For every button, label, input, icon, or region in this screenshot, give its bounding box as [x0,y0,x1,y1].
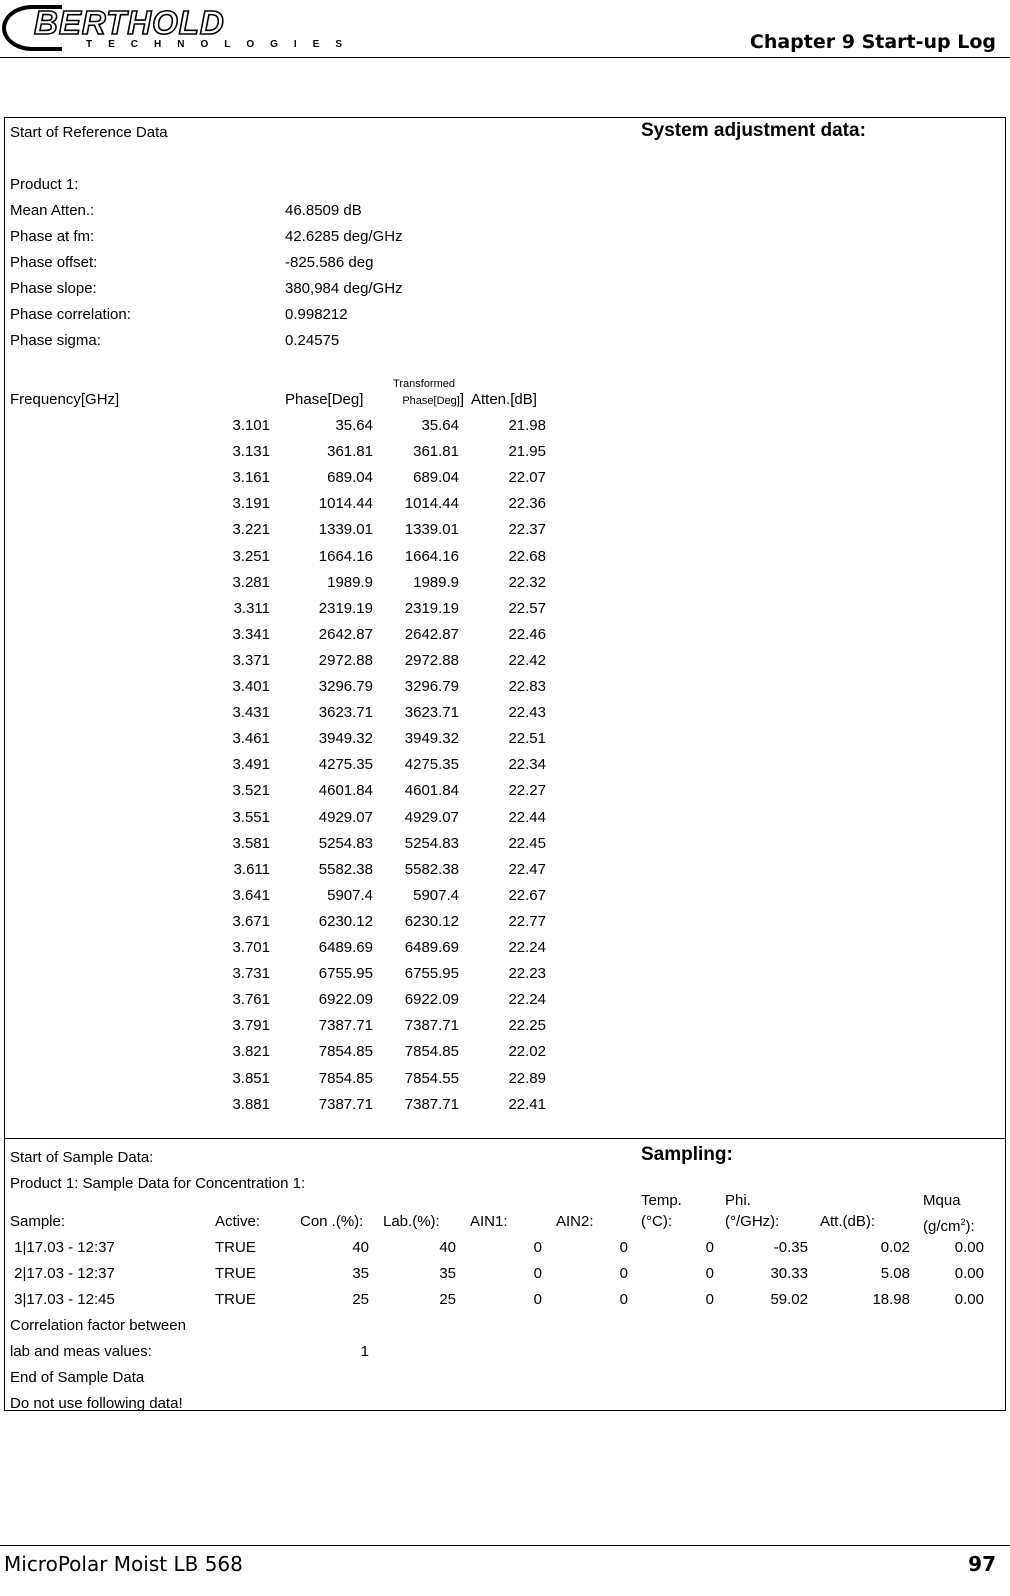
atten-cell: 22.68 [508,547,546,565]
transformed-phase-cell: 4275.35 [404,756,459,774]
atten-cell: 22.07 [508,469,546,487]
transformed-phase-cell: 2642.87 [404,625,459,643]
correlation-label-1: Correlation factor between [10,1317,186,1334]
param-label: Phase slope: [10,280,97,297]
phase-cell: 4275.35 [318,756,373,774]
frequency-cell: 3.311 [233,599,270,617]
frequency-cell: 3.581 [232,834,270,852]
phase-cell: 7387.71 [318,1095,373,1113]
param-value: 42.6285 deg/GHz [285,228,403,245]
transformed-phase-cell: 3949.32 [404,730,459,748]
warning-text: Do not use following data! [10,1395,183,1412]
phase-cell: 1339.01 [318,521,373,539]
atten-cell: 22.57 [508,599,546,617]
transformed-phase-cell: 2319.19 [404,599,459,617]
atten-cell: 22.89 [508,1069,546,1087]
berthold-logo [0,2,359,54]
phase-cell: 2642.87 [318,625,373,643]
phase-cell: 3949.32 [318,730,373,748]
atten-cell: 22.24 [508,991,546,1009]
frequency-cell: 3.401 [232,678,270,695]
sample-product-label: Product 1: Sample Data for Concentration 1: [10,1175,306,1192]
frequency-cell: 3.101 [232,417,270,434]
col-temp-bottom: (°C): [641,1213,672,1230]
chapter-title: Chapter 9 Start-up Log [749,31,996,53]
phase-cell: 3623.71 [318,704,373,722]
transformed-phase-cell: 1989.9 [413,573,459,591]
phase-cell: 4929.07 [318,808,373,826]
col-lab: Lab.(%): [383,1213,440,1230]
transformed-phase-cell: 7854.55 [404,1069,459,1087]
reference-data-box [4,117,1006,1139]
atten-cell: 22.37 [508,521,546,539]
phase-cell: 6922.09 [318,991,373,1009]
transformed-phase-cell: 7387.71 [404,1017,459,1035]
ain1-cell: 0 [533,1239,542,1256]
phase-cell: 6489.69 [318,939,373,956]
phase-cell: 2972.88 [318,651,373,669]
phase-cell: 1014.44 [318,495,373,513]
atten-cell: 22.45 [508,834,546,852]
param-value: 380,984 deg/GHz [285,280,403,297]
transformed-phase-cell: 35.64 [421,417,459,434]
transformed-phase-cell: 1014.44 [404,495,459,513]
frequency-cell: 3.341 [232,625,270,643]
col-phi-top: Phi. [725,1192,751,1209]
atten-cell: 22.43 [508,704,546,722]
frequency-cell: 3.731 [232,965,270,983]
phase-cell: 5907.4 [327,886,373,904]
col-atten: Atten.[dB] [471,391,537,408]
transformed-phase-cell: 5907.4 [413,886,459,904]
transformed-phase-cell: 6230.12 [404,912,459,930]
param-label: Phase at fm: [10,228,95,245]
sample-data-box [4,1138,1006,1411]
atten-cell: 22.41 [508,1095,546,1113]
col-con: Con .(%): [300,1213,364,1230]
param-label: Mean Atten.: [10,202,95,219]
atten-cell: 22.83 [508,678,546,695]
frequency-cell: 3.191 [232,495,270,513]
temp-cell: 0 [705,1291,714,1308]
product-name: MicroPolar Moist LB 568 [4,1552,243,1576]
transformed-phase-cell: 4929.07 [404,808,459,826]
param-value: 0.24575 [285,332,340,349]
frequency-cell: 3.521 [232,782,270,800]
att-cell: 0.02 [880,1239,910,1256]
product-label: Product 1: [10,176,79,193]
mqua-exponent: 2 [960,1217,966,1227]
atten-cell: 22.44 [508,808,546,826]
phase-cell: 7387.71 [318,1017,373,1035]
atten-cell: 22.23 [508,965,546,983]
temp-cell: 0 [705,1239,714,1256]
transformed-phase-cell: 5254.83 [404,834,459,852]
col-phase: Phase[Deg] [285,391,364,408]
param-value: -825.586 deg [285,254,374,271]
mqua-cell: 0.00 [954,1265,984,1282]
transformed-phase-cell: 689.04 [413,469,459,487]
sampling-title: Sampling: [641,1144,733,1165]
sample-id-cell: 1|17.03 - 12:37 [10,1239,115,1256]
atten-cell: 22.34 [508,756,546,774]
phase-cell: 5582.38 [318,860,373,878]
col-transformed-bracket: ] [459,391,464,408]
sample-end-label: End of Sample Data [10,1369,145,1386]
phase-cell: 361.81 [327,443,373,461]
param-value: 46.8509 dB [285,202,362,219]
col-transformed [402,391,464,410]
active-cell: TRUE [215,1291,256,1308]
frequency-cell: 3.701 [232,939,270,956]
con-cell: 35 [352,1265,369,1282]
phi-cell: 30.33 [770,1265,808,1282]
ain1-cell: 0 [533,1265,542,1282]
phi-cell: 59.02 [770,1291,808,1308]
transformed-phase-cell: 3296.79 [404,678,459,695]
frequency-cell: 3.611 [233,860,270,878]
transformed-phase-cell: 361.81 [413,443,459,461]
param-label: Phase correlation: [10,306,131,323]
col-active: Active: [215,1213,261,1230]
transformed-phase-cell: 5582.38 [404,860,459,878]
atten-cell: 22.67 [508,886,546,904]
transformed-phase-cell: 6922.09 [404,991,459,1009]
col-transformed-top: Transformed [393,378,455,390]
transformed-phase-cell: 7387.71 [404,1095,459,1113]
ain2-cell: 0 [619,1265,628,1282]
frequency-cell: 3.761 [232,991,270,1009]
con-cell: 40 [352,1239,369,1256]
col-mqua-bottom [923,1213,975,1236]
ain2-cell: 0 [619,1239,628,1256]
page-header [0,0,1010,58]
param-value: 0.998212 [285,306,348,323]
phase-cell: 1989.9 [327,573,373,591]
con-cell: 25 [352,1291,369,1308]
atten-cell: 22.51 [508,730,546,748]
param-label: Phase offset: [10,254,98,271]
mqua-suffix: ): [965,1218,975,1235]
col-temp-top: Temp. [641,1192,682,1209]
transformed-phase-cell: 6755.95 [404,965,459,983]
atten-cell: 22.25 [508,1017,546,1035]
mqua-cell: 0.00 [954,1291,984,1308]
frequency-cell: 3.821 [232,1043,270,1061]
col-frequency: Frequency[GHz] [10,391,120,408]
phase-cell: 6755.95 [318,965,373,983]
atten-cell: 22.32 [508,573,546,591]
frequency-cell: 3.461 [232,730,270,748]
page-footer [0,1545,1010,1576]
logo-subtext: TECHNOLOGIES [86,39,359,50]
frequency-cell: 3.881 [232,1095,270,1113]
atten-cell: 21.95 [508,443,546,461]
active-cell: TRUE [215,1265,256,1282]
atten-cell: 22.42 [508,651,546,669]
col-mqua-top: Mqua [923,1192,961,1209]
atten-cell: 22.47 [508,860,546,878]
frequency-cell: 3.431 [232,704,270,722]
col-transformed-bottom: Phase[Deg] [402,395,460,407]
correlation-value: 1 [360,1343,369,1360]
phase-cell: 2319.19 [318,599,373,617]
phase-cell: 5254.83 [318,834,373,852]
sample-id-cell: 2|17.03 - 12:37 [10,1265,115,1282]
transformed-phase-cell: 1664.16 [404,547,459,565]
atten-cell: 22.27 [508,782,546,800]
phase-cell: 7854.85 [318,1069,373,1087]
frequency-cell: 3.371 [232,651,270,669]
mqua-cell: 0.00 [954,1239,984,1256]
transformed-phase-cell: 2972.88 [404,651,459,669]
lab-cell: 25 [439,1291,456,1308]
phase-cell: 689.04 [327,469,373,487]
col-ain2: AIN2: [556,1213,594,1230]
lab-cell: 40 [439,1239,456,1256]
att-cell: 18.98 [872,1291,910,1308]
frequency-cell: 3.281 [232,573,270,591]
transformed-phase-cell: 1339.01 [404,521,459,539]
frequency-cell: 3.551 [232,808,270,826]
frequency-cell: 3.851 [232,1069,270,1087]
phase-cell: 7854.85 [318,1043,373,1061]
att-cell: 5.08 [880,1265,910,1282]
transformed-phase-cell: 4601.84 [404,782,459,800]
atten-cell: 22.24 [508,939,546,956]
frequency-cell: 3.221 [232,521,270,539]
param-label: Phase sigma: [10,332,101,349]
phase-cell: 35.64 [335,417,373,434]
temp-cell: 0 [705,1265,714,1282]
phase-cell: 1664.16 [318,547,373,565]
phase-cell: 4601.84 [318,782,373,800]
frequency-cell: 3.251 [232,547,270,565]
reference-start-label: Start of Reference Data [10,124,168,141]
frequency-cell: 3.671 [232,912,270,930]
col-phi-bottom: (°/GHz): [725,1213,780,1230]
frequency-cell: 3.791 [232,1017,270,1035]
frequency-cell: 3.491 [232,756,270,774]
frequency-cell: 3.641 [232,886,270,904]
mqua-unit: (g/cm [923,1218,961,1235]
ain2-cell: 0 [619,1291,628,1308]
phase-cell: 3296.79 [318,678,373,695]
correlation-label-2: lab and meas values: [10,1343,152,1360]
phi-cell: -0.35 [773,1239,808,1256]
transformed-phase-cell: 6489.69 [404,939,459,956]
transformed-phase-cell: 7854.85 [404,1043,459,1061]
col-att: Att.(dB): [820,1213,876,1230]
logo-wordmark: BERTHOLD [34,4,225,41]
sample-id-cell: 3|17.03 - 12:45 [10,1291,115,1308]
atten-cell: 22.77 [508,912,546,930]
sample-start-label: Start of Sample Data: [10,1149,154,1166]
transformed-phase-cell: 3623.71 [404,704,459,722]
atten-cell: 22.46 [508,625,546,643]
frequency-cell: 3.161 [232,469,270,487]
col-sample: Sample: [10,1213,66,1230]
atten-cell: 22.36 [508,495,546,513]
frequency-cell: 3.131 [232,443,270,461]
atten-cell: 22.02 [508,1043,546,1061]
active-cell: TRUE [215,1239,256,1256]
lab-cell: 35 [439,1265,456,1282]
col-ain1: AIN1: [470,1213,508,1230]
phase-cell: 6230.12 [318,912,373,930]
ain1-cell: 0 [533,1291,542,1308]
atten-cell: 21.98 [508,417,546,434]
system-adjustment-title: System adjustment data: [641,120,866,141]
page-number: 97 [968,1552,996,1576]
